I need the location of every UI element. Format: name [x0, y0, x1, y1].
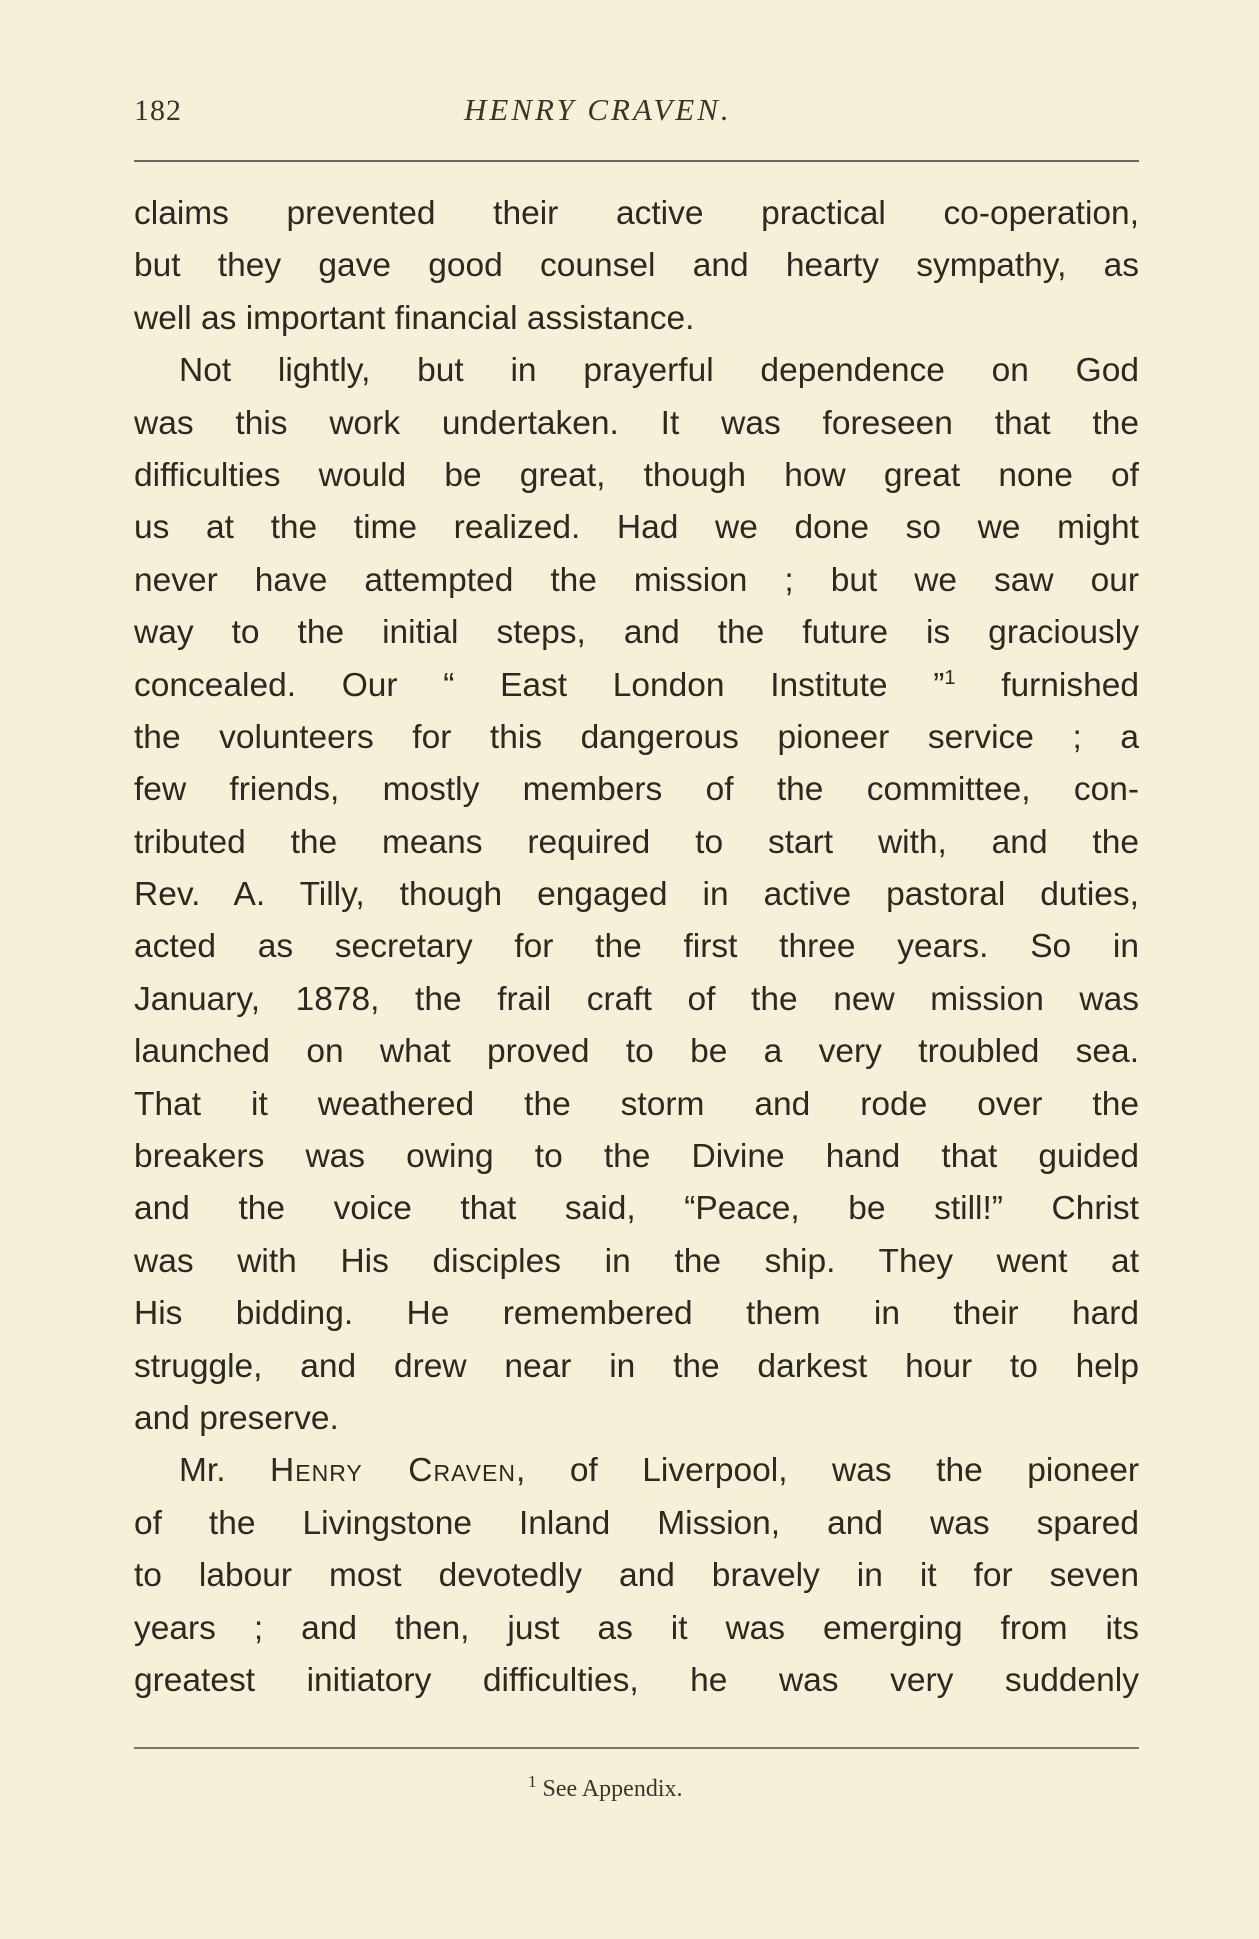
- text-segment: , of Liverpool, was the pioneer: [515, 1452, 1140, 1490]
- page-header: [134, 88, 1139, 138]
- text-line: and preserve.: [134, 1399, 339, 1437]
- text-line: acted as secretary for the first three years. So in: [134, 928, 1139, 966]
- text-line: greatest initiatory difficulties, he was very suddenly: [134, 1661, 1139, 1699]
- running-title: HENRY CRAVEN.: [464, 92, 732, 127]
- footnote-reference[interactable]: 1: [944, 666, 956, 689]
- text-line: [134, 1445, 1139, 1497]
- text-line: of the Livingstone Inland Mission, and was spared: [134, 1504, 1139, 1542]
- text-line: [134, 660, 1139, 712]
- text-line: January, 1878, the frail craft of the new mission was: [134, 980, 1139, 1018]
- text-line: well as important financial assistance.: [134, 299, 695, 337]
- text-segment: concealed. Our “ East London Institute ”: [134, 666, 945, 704]
- text-line: but they gave good counsel and hearty sympathy, as: [134, 247, 1139, 285]
- text-segment: Mr.: [179, 1452, 271, 1490]
- text-line: launched on what proved to be a very troubled sea.: [134, 1033, 1139, 1071]
- text-line: and the voice that said, “Peace, be still!” Christ: [134, 1190, 1139, 1228]
- text-line: tributed the means required to start with, and the: [134, 823, 1139, 861]
- text-line: to labour most devotedly and bravely in it for seven: [134, 1557, 1139, 1595]
- text-segment: furnished: [955, 666, 1140, 704]
- header-rule: [134, 160, 1139, 162]
- text-line: Rev. A. Tilly, though engaged in active pastoral duties,: [134, 876, 1139, 914]
- text-line: way to the initial steps, and the future is graciously: [134, 614, 1139, 652]
- body-text: [134, 188, 1139, 1707]
- footnote-text: See Appendix.: [542, 1776, 683, 1802]
- text-line: never have attempted the mission ; but we saw our: [134, 561, 1139, 599]
- text-line: years ; and then, just as it was emerging from its: [134, 1609, 1139, 1647]
- footnote: [528, 1772, 683, 1803]
- text-line: breakers was owing to the Divine hand that guided: [134, 1138, 1139, 1176]
- footnote-mark: 1: [528, 1772, 537, 1791]
- person-name: Henry Craven: [270, 1452, 516, 1490]
- text-line: That it weathered the storm and rode over the: [134, 1085, 1139, 1123]
- footnote-rule: [134, 1747, 1139, 1749]
- text-line: His bidding. He remembered them in their hard: [134, 1295, 1139, 1333]
- page-number: 182: [134, 94, 182, 127]
- text-line: was this work undertaken. It was foreseen that the: [134, 404, 1139, 442]
- text-line: few friends, mostly members of the committee, con-: [134, 771, 1139, 809]
- text-line: struggle, and drew near in the darkest hour to help: [134, 1347, 1139, 1385]
- text-line: claims prevented their active practical co-operation,: [134, 195, 1139, 232]
- text-line: was with His disciples in the ship. They went at: [134, 1242, 1139, 1280]
- text-line: us at the time realized. Had we done so we might: [134, 509, 1139, 547]
- text-line: the volunteers for this dangerous pioneer service ; a: [134, 718, 1139, 756]
- text-line: Not lightly, but in prayerful dependence on God: [179, 352, 1139, 390]
- text-line: difficulties would be great, though how great none of: [134, 456, 1139, 494]
